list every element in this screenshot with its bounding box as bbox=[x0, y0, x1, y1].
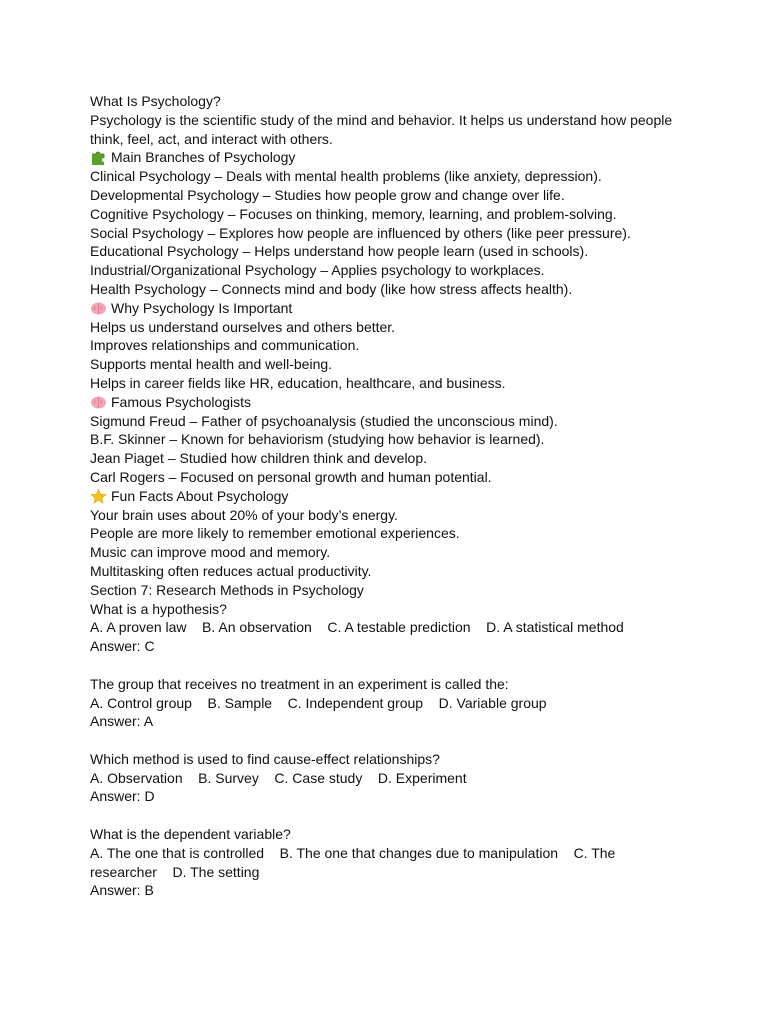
list-item: Improves relationships and communication. bbox=[90, 337, 360, 354]
fun-facts-heading-text: Fun Facts About Psychology bbox=[111, 487, 289, 504]
question-text: Which method is used to find cause-effect relationships? bbox=[90, 750, 440, 767]
spacer bbox=[90, 731, 678, 750]
puzzle-piece-icon bbox=[90, 150, 107, 164]
list-item: B.F. Skinner – Known for behaviorism (studying how behavior is learned). bbox=[90, 431, 545, 448]
question-text: What is a hypothesis? bbox=[90, 600, 227, 617]
question-options: A. The one that is controlled B. The one that changes due to manipulation C. The researcher D. The setting bbox=[90, 844, 620, 880]
branches-heading-text: Main Branches of Psychology bbox=[111, 149, 296, 166]
question-text: What is the dependent variable? bbox=[90, 826, 291, 843]
brain-icon bbox=[90, 301, 107, 315]
list-item: Clinical Psychology – Deals with mental health problems (like anxiety, depression). bbox=[90, 168, 602, 185]
list-item: Sigmund Freud – Father of psychoanalysis (studied the unconscious mind). bbox=[90, 412, 558, 429]
question-answer: Answer: A bbox=[90, 713, 154, 730]
definition-paragraph: Psychology is the scientific study of the mind and behavior. It helps us understand how people think, feel, act, and interact with others. bbox=[90, 111, 677, 147]
list-item: Educational Psychology – Helps understand how people learn (used in schools). bbox=[90, 243, 589, 260]
brain-icon bbox=[90, 395, 107, 409]
fun-facts-heading bbox=[90, 487, 678, 506]
list-item: Music can improve mood and memory. bbox=[90, 544, 331, 561]
list-item: Developmental Psychology – Studies how people grow and change over life. bbox=[90, 186, 565, 203]
question-options: A. Control group B. Sample C. Independent group D. Variable group bbox=[90, 694, 547, 711]
branches-heading bbox=[90, 148, 678, 167]
famous-heading bbox=[90, 393, 678, 412]
list-item: Jean Piaget – Studied how children think and develop. bbox=[90, 450, 428, 467]
list-item: People are more likely to remember emotional experiences. bbox=[90, 525, 460, 542]
page-title: What Is Psychology? bbox=[90, 93, 221, 109]
list-item: Your brain uses about 20% of your body’s energy. bbox=[90, 506, 398, 523]
list-item: Carl Rogers – Focused on personal growth and human potential. bbox=[90, 468, 492, 485]
list-item: Supports mental health and well-being. bbox=[90, 356, 333, 373]
spacer bbox=[90, 656, 678, 675]
list-item: Industrial/Organizational Psychology – Applies psychology to workplaces. bbox=[90, 262, 545, 279]
list-item: Multitasking often reduces actual productivity. bbox=[90, 562, 372, 579]
question-options: A. Observation B. Survey C. Case study D. Experiment bbox=[90, 769, 467, 786]
list-item: Health Psychology – Connects mind and body (like how stress affects health). bbox=[90, 280, 573, 297]
importance-heading-text: Why Psychology Is Important bbox=[111, 299, 293, 316]
list-item: Social Psychology – Explores how people are influenced by others (like peer pressure). bbox=[90, 224, 631, 241]
list-item: Helps in career fields like HR, education, healthcare, and business. bbox=[90, 374, 506, 391]
glowing-star-icon bbox=[90, 489, 107, 503]
list-item: Cognitive Psychology – Focuses on thinking, memory, learning, and problem-solving. bbox=[90, 205, 617, 222]
famous-heading-text: Famous Psychologists bbox=[111, 393, 252, 410]
spacer bbox=[90, 806, 678, 825]
importance-heading bbox=[90, 299, 678, 318]
list-item: Helps us understand ourselves and others better. bbox=[90, 318, 396, 335]
section-title: Section 7: Research Methods in Psychology bbox=[90, 581, 364, 598]
question-answer: Answer: B bbox=[90, 882, 154, 899]
question-options: A. A proven law B. An observation C. A testable prediction D. A statistical method bbox=[90, 619, 624, 636]
question-text: The group that receives no treatment in an experiment is called the: bbox=[90, 675, 509, 692]
question-answer: Answer: C bbox=[90, 638, 155, 655]
question-answer: Answer: D bbox=[90, 788, 155, 805]
